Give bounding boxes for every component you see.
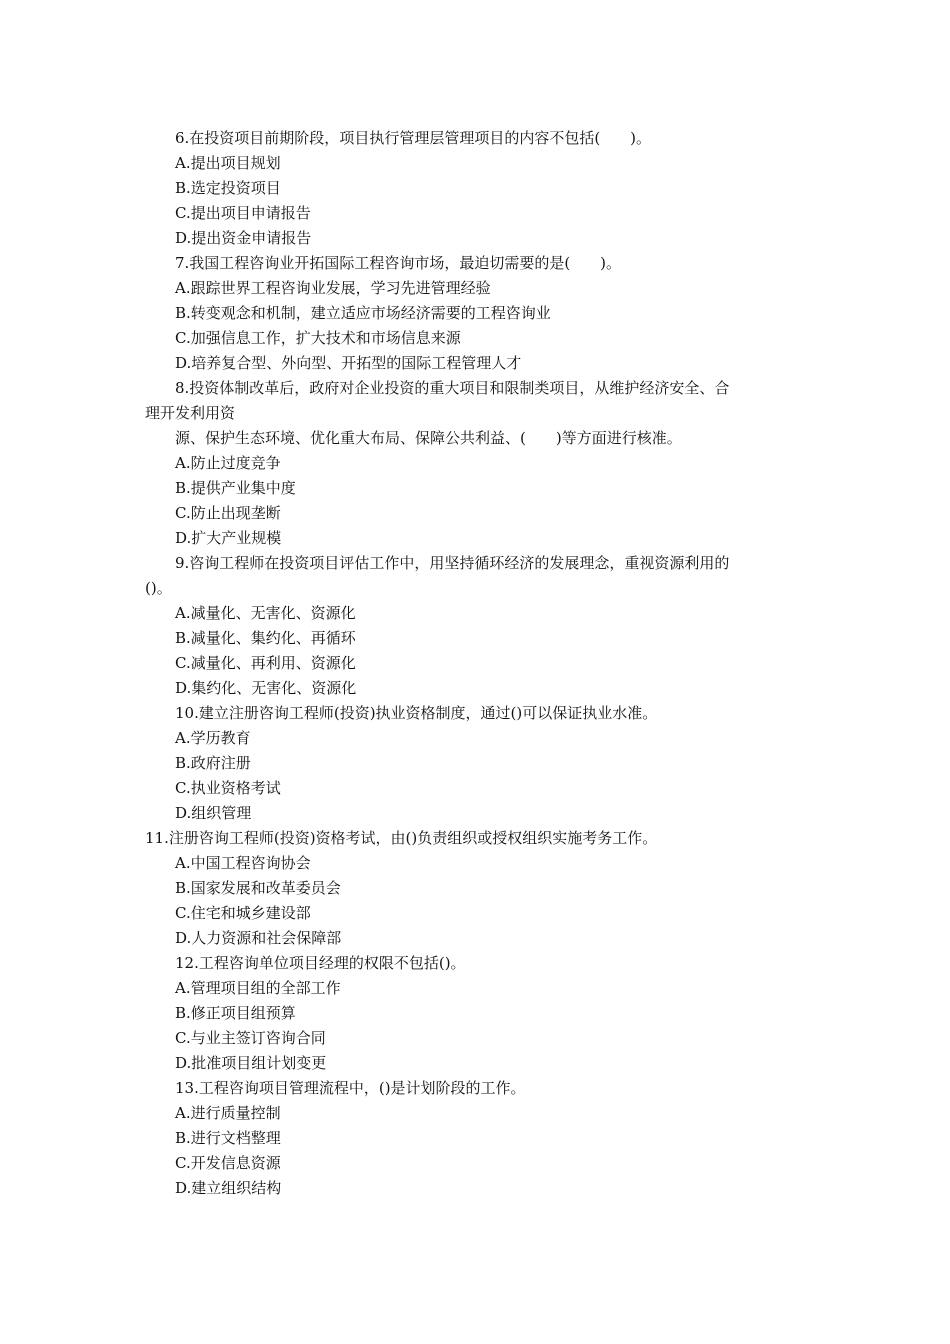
question-list bbox=[145, 126, 805, 1201]
question-stem-continuation: 理开发利用资 bbox=[145, 404, 236, 422]
option-d: D.批准项目组计划变更 bbox=[175, 1054, 327, 1072]
option-d: D.提出资金申请报告 bbox=[175, 229, 312, 247]
option-d: D.建立组织结构 bbox=[175, 1179, 282, 1197]
option-a: A.学历教育 bbox=[175, 729, 251, 747]
option-b: B.选定投资项目 bbox=[175, 179, 281, 197]
option-a: A.中国工程咨询协会 bbox=[175, 854, 311, 872]
option-c: C.防止出现垄断 bbox=[175, 504, 281, 522]
question-stem: 6.在投资项目前期阶段，项目执行管理层管理项目的内容不包括( )。 bbox=[175, 129, 652, 147]
option-c: C.提出项目申请报告 bbox=[175, 204, 311, 222]
option-c: C.减量化、再利用、资源化 bbox=[175, 654, 356, 672]
question-stem: 10.建立注册咨询工程师(投资)执业资格制度，通过()可以保证执业水准。 bbox=[175, 704, 658, 722]
option-a: A.提出项目规划 bbox=[175, 154, 281, 172]
option-c: C.加强信息工作，扩大技术和市场信息来源 bbox=[175, 329, 461, 347]
question-stem: 12.工程咨询单位项目经理的权限不包括()。 bbox=[175, 954, 466, 972]
question-stem: 8.投资体制改革后，政府对企业投资的重大项目和限制类项目，从维护经济安全、合 bbox=[175, 379, 730, 397]
option-a: A.管理项目组的全部工作 bbox=[175, 979, 341, 997]
option-a: A.防止过度竞争 bbox=[175, 454, 281, 472]
question-stem: 7.我国工程咨询业开拓国际工程咨询市场，最迫切需要的是( )。 bbox=[175, 254, 622, 272]
question-stem: 9.咨询工程师在投资项目评估工作中，用坚持循环经济的发展理念，重视资源利用的 bbox=[175, 554, 730, 572]
option-c: C.执业资格考试 bbox=[175, 779, 281, 797]
option-c: C.与业主签订咨询合同 bbox=[175, 1029, 326, 1047]
question-stem-continuation: ()。 bbox=[145, 579, 172, 597]
question-stem: 11.注册咨询工程师(投资)资格考试，由()负责组织或授权组织实施考务工作。 bbox=[145, 829, 658, 847]
question-stem-continuation: 源、保护生态环境、优化重大布局、保障公共利益、( )等方面进行核准。 bbox=[175, 429, 682, 447]
option-b: B.提供产业集中度 bbox=[175, 479, 296, 497]
option-d: D.培养复合型、外向型、开拓型的国际工程管理人才 bbox=[175, 354, 522, 372]
option-d: D.扩大产业规模 bbox=[175, 529, 282, 547]
question-stem: 13.工程咨询项目管理流程中，()是计划阶段的工作。 bbox=[175, 1079, 526, 1097]
option-d: D.组织管理 bbox=[175, 804, 252, 822]
option-d: D.人力资源和社会保障部 bbox=[175, 929, 342, 947]
option-b: B.国家发展和改革委员会 bbox=[175, 879, 341, 897]
option-d: D.集约化、无害化、资源化 bbox=[175, 679, 357, 697]
option-b: B.修正项目组预算 bbox=[175, 1004, 296, 1022]
option-c: C.开发信息资源 bbox=[175, 1154, 281, 1172]
option-c: C.住宅和城乡建设部 bbox=[175, 904, 311, 922]
option-b: B.进行文档整理 bbox=[175, 1129, 281, 1147]
option-b: B.减量化、集约化、再循环 bbox=[175, 629, 356, 647]
option-a: A.进行质量控制 bbox=[175, 1104, 281, 1122]
option-b: B.政府注册 bbox=[175, 754, 251, 772]
option-a: A.跟踪世界工程咨询业发展，学习先进管理经验 bbox=[175, 279, 491, 297]
option-b: B.转变观念和机制，建立适应市场经济需要的工程咨询业 bbox=[175, 304, 551, 322]
option-a: A.减量化、无害化、资源化 bbox=[175, 604, 356, 622]
